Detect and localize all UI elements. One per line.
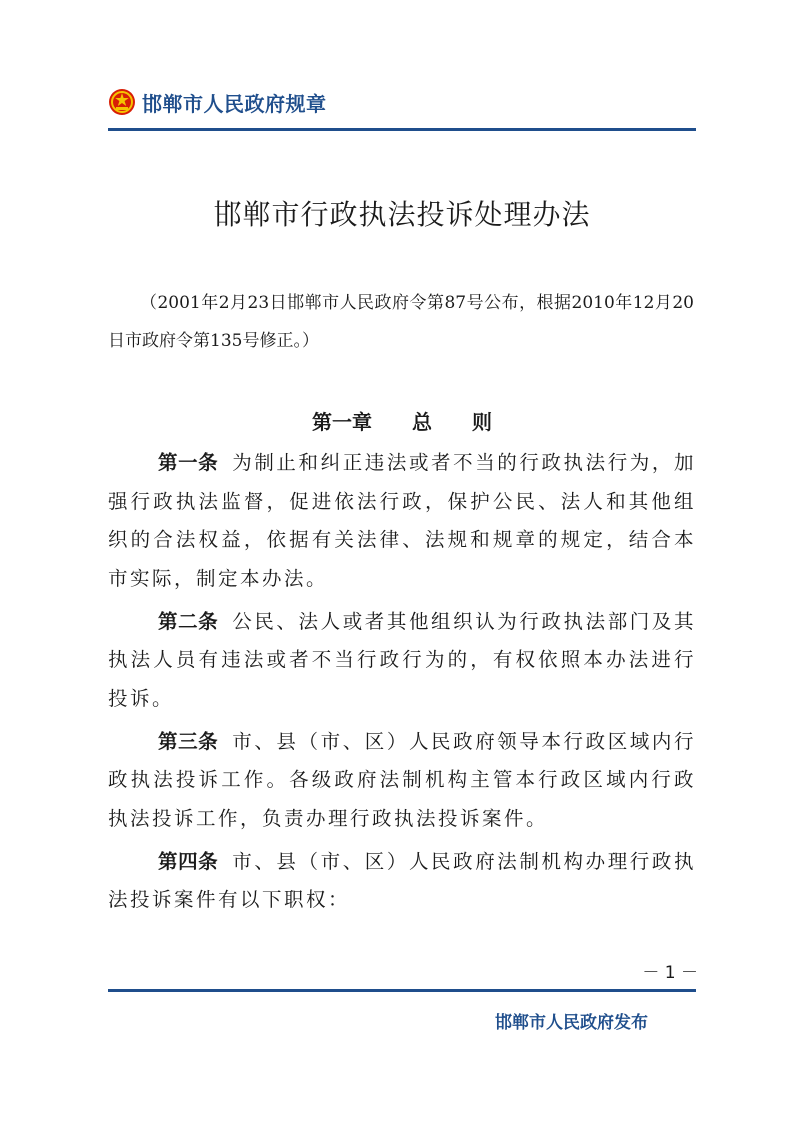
- article: [108, 444, 696, 598]
- article-number: 第三条: [158, 729, 219, 753]
- article-number: 第一条: [158, 451, 219, 474]
- national-emblem-icon: [108, 88, 136, 116]
- footer-divider: [108, 989, 696, 992]
- header-divider: [108, 128, 696, 131]
- article: [108, 723, 696, 839]
- article-text: 市、县（市、区）人民政府法制机构办理行政执法投诉案件有以下职权：: [108, 849, 696, 911]
- article-number: 第四条: [158, 849, 219, 873]
- promulgation-note: （2001年2月23日邯郸市人民政府令第87号公布，根据2010年12月20日市政府令第135号修正。）: [108, 293, 694, 351]
- article: [108, 603, 696, 719]
- page-header: [108, 84, 327, 120]
- article: [108, 843, 696, 920]
- chapter-heading: 第一章 总 则: [312, 410, 492, 434]
- article-text: 为制止和纠正违法或者不当的行政执法行为，加强行政执法监督，促进依法行政，保护公民、法人和其他组织的合法权益，依据有关法律、法规和规章的规定，结合本市实际，制定本办法。: [108, 451, 696, 590]
- article-text: 市、县（市、区）人民政府领导本行政区域内行政执法投诉工作。各级政府法制机构主管本行政区域内行政执法投诉工作，负责办理行政执法投诉案件。: [108, 729, 696, 830]
- document-title: 邯郸市行政执法投诉处理办法: [213, 198, 591, 231]
- articles-body: [108, 444, 696, 924]
- publisher-label: 邯郸市人民政府发布: [495, 1013, 648, 1033]
- article-number: 第二条: [158, 609, 219, 633]
- header-title: 邯郸市人民政府规章: [142, 91, 327, 116]
- page-number: － 1 －: [642, 963, 698, 983]
- article-text: 公民、法人或者其他组织认为行政执法部门及其执法人员有违法或者不当行政行为的，有权依照本办法进行投诉。: [108, 609, 696, 710]
